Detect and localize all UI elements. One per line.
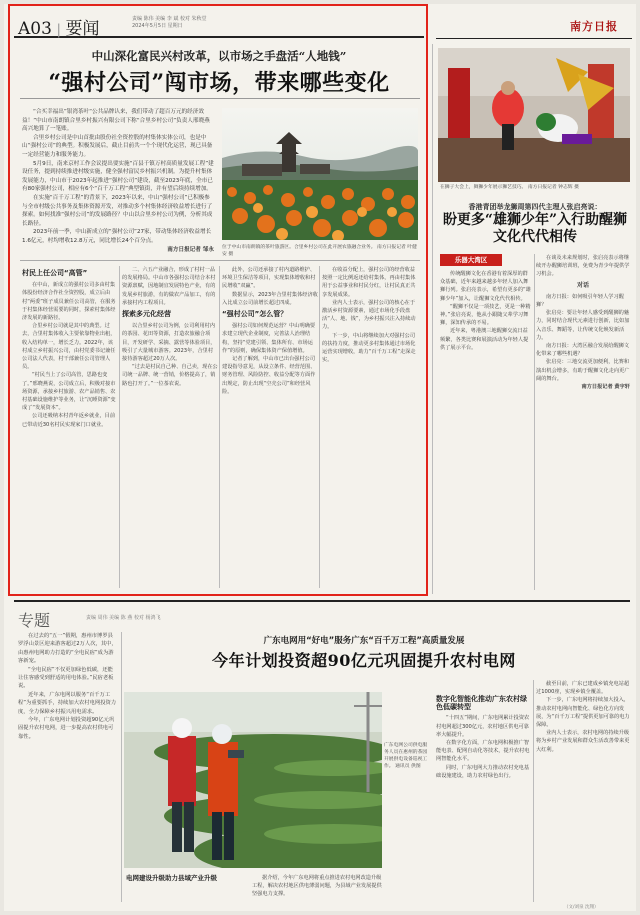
newspaper-page <box>4 4 636 911</box>
lead-headline: “强村公司”闯市场，带来哪些变化 <box>48 70 390 96</box>
lead-paragraph: “合买幸福出”银湾茶叶“公共品牌认来，我们带动了超百万元的经济效益！”中山市南朗镇合里乡村振兴有限公司下称“合里乡村公司”负责人邢晓燕高兴地算了一笔账。 <box>22 109 210 133</box>
flower-field-pavilion-image <box>222 108 418 240</box>
lower-footer: （文/刘泉 沈翔） <box>564 905 599 910</box>
body-paragraph: 在谈及未来规划时，张启亮表示将继续开办醒狮培训班，免费为青少年提供学习机会。 <box>536 255 630 278</box>
body-paragraph: 在中山，新成立的强村公司多由村集体股份经济合作社全资控股，成立后由村“两委”班子成员兼任公司高管，在服务于村集体经营需要的同时，探索村集体经济发展的新路径。 <box>22 282 116 322</box>
lead-paragraph: 合里乡村公司是中山首批由股份社全资控股的村集体实体公司，也是中山“强村公司”的典型。积极发展后，截止目前共一个个现代化运营，现已具备一定经营能力和服务能力。 <box>22 134 213 158</box>
body-column-3 <box>222 266 318 588</box>
lower-meta: 责编 周伟 美编 陈 燕 校对 杨鸿飞 <box>86 615 161 621</box>
body-paragraph: “村民当上了公司高管，思路也变了。”邢晓燕说，公司成立后，积极对接市场资源，承接乡村旅游、农产品销售、农村基础设施维护等业务，让“沉睡资源”变成了“发展资本”。 <box>22 372 116 412</box>
lower-subhead: 电网建设升级助力县域产业升级 <box>126 874 217 882</box>
lower-column-4 <box>536 680 630 902</box>
body-paragraph: 下一步，中山将继续加大对强村公司的扶持力度，推动更多村集体通过市场化运营实现增收，助力“百千万工程”走深走实。 <box>322 332 416 364</box>
body-column-1 <box>22 266 118 588</box>
body-paragraph: 以合里乡村公司为例，公司利用村内的茶园、花田等资源，打造农旅融合项目，开发研学、采摘、露营等体验项目，吸引了大量城市游客。2023年，合里村接待游客超过20万人次。 <box>122 323 216 363</box>
body-paragraph: 在数字化方面，广东电网积极推广智能电表、配网自动化等技术，提升农村电网智能化水平。 <box>436 740 530 763</box>
lead-byline: 南方日报记者 邹永 <box>167 246 214 253</box>
body-paragraph: 据介绍，今年广东电网将重点推进农村电网改造升级工程，解决农村地区供电薄弱问题，为县域产业发展提供坚强电力支撑。 <box>252 875 382 897</box>
lower-headline: 今年计划投资超90亿元巩固提升农村电网 <box>212 651 516 670</box>
body-paragraph: 南方日报：大湾区融合发展给醒狮文化带来了哪些机遇？ <box>536 343 630 358</box>
body-paragraph: 二、六五产业融合，形成了村村一品的发展格局。中山市各强村公司结合本村资源禀赋，因地制宜发展特色产业，有的发展乡村旅游，有的做农产品加工，有的承接村内工程项目。 <box>122 267 216 306</box>
body-paragraph: 业内人士表示，农村电网的持续升级将为乡村产业发展和群众生活改善带来更大红利。 <box>536 730 630 753</box>
column-tag: 乐器大湾区 <box>440 254 502 266</box>
lead-paragraphs <box>22 108 214 254</box>
body-paragraph: 在过去的“五一”假期，惠州市博罗县罗浮山景区迎来游客超过2万人次，其中，由惠州电网助力打造的“全电民宿”成为游客新宠。 <box>18 633 117 665</box>
lion-dance-photo <box>438 48 630 182</box>
body-paragraph: 今年，广东电网计划投资超90亿元巩固提升农村电网，进一步提高农村供电可靠性。 <box>18 717 115 740</box>
body-paragraph: 下一步，广东电网将持续加大投入，推动农村电网向智能化、绿色化方向发展，为“百千万工程”提供更加可靠的电力保障。 <box>536 697 630 729</box>
right-column-b <box>536 254 630 590</box>
newspaper-logo: 南方日报 <box>570 20 618 33</box>
right-column-a <box>440 270 532 590</box>
body-paragraph: 此外，公司还承接了村内道路维护、环境卫生保洁等项目，实现集体增收和村民增收“双赢”。 <box>222 267 316 290</box>
body-paragraph: 张启亮：三地交流更加便利，比赛和演出机会增多，有助于醒狮文化走向更广阔的舞台。 <box>536 359 630 382</box>
lower-column-3 <box>436 692 530 902</box>
dialogue-label: 对话 <box>576 281 589 289</box>
lower-section-rule <box>14 600 630 602</box>
lower-subhead: 数字化智能化推动广东农村绿色低碳转型 <box>436 695 527 712</box>
page-code: A03 | 要闻 <box>18 19 100 39</box>
column-rule <box>533 680 534 902</box>
lower-kicker: 广东电网用“好电”服务广东“百千万工程”高质量发展 <box>263 636 465 646</box>
lead-paragraph: 在实施“百千万工程”的背景下，2023年以来，中山“强村公司”已积极参与全市村级公共事务及集体资源开发，对推动多个村集体经济收益增长进行了探索。如何找准“强村公司”的发展路径？中山以合里乡村公司为例，分析其成长路径。 <box>22 194 213 227</box>
section-divider <box>20 260 420 261</box>
body-paragraph: 截至目前，广东已建成乡镇充电站超过1000座，实现乡镇全覆盖。 <box>536 681 630 696</box>
column-rule <box>319 266 320 588</box>
column-rule <box>432 44 433 594</box>
lower-section-label: 专题 <box>18 611 51 630</box>
column-rule <box>534 254 535 590</box>
body-paragraph: 同时，广东电网大力推动农村充电基础设施建设，助力农村绿色出行。 <box>436 764 530 779</box>
lower-column-1 <box>18 632 118 900</box>
power-grid-photo <box>124 692 382 868</box>
lead-kicker: 中山深化富民兴村改革，以市场之手盘活“人地钱” <box>91 49 347 63</box>
column-rule <box>121 632 122 902</box>
lion-dance-image <box>438 48 630 182</box>
power-grid-caption: 广东电网公司供电服务人员在惠州的茶园开展供电设备巡视工作。 通讯员 供图 <box>384 743 428 769</box>
lead-photo-caption: 位于中山市南朗镇的茶叶旅游区。合里乡村公司在此开展农旅融合业务。 南方日报记者 叶健安 摄 <box>222 245 417 257</box>
lion-dance-caption: 在狮子大会上，舞狮少年展示狮艺技巧。 南方日报记者 钟志辉 摄 <box>440 185 579 190</box>
body-paragraph: 强村公司如何规范运营？中山明确要求建立现代企业制度，完善法人治理结构，坚持“党建引领、集体所有、市场运作”的原则，确保集体资产保值增值。 <box>222 323 316 354</box>
body-paragraph: 南方日报：如何吸引年轻人学习醒狮？ <box>536 293 624 309</box>
right-headline: 盼更多“雄狮少年”入行助醒狮文化代代相传 <box>442 212 628 245</box>
body-paragraph: 公司还吸纳本村青年返乡就业，目前已带动近30名村民实现家门口就业。 <box>22 413 116 428</box>
right-byline: 南方日报记者 黄宇轩 <box>581 384 630 391</box>
section-subhead: “强村公司”怎么管？ <box>222 310 288 319</box>
body-paragraph: 业内人士表示，强村公司的核心在于激活乡村资源要素，通过市场化手段盘活“人、地、钱”，为乡村振兴注入持续动力。 <box>322 299 416 331</box>
lead-photo <box>222 108 418 240</box>
body-paragraph: 传统醒狮文化在香港有着深厚的群众基础，近年来越来越多年轻人加入舞狮行列。张启亮表示，希望有更多的“雄狮少年”加入，让醒狮文化代代相传。 <box>440 271 531 302</box>
body-paragraph: “十四五”期间，广东电网累计投资农村电网超过300亿元，农村地区供电可靠率大幅提升。 <box>436 715 530 738</box>
lower-column-2 <box>252 874 382 910</box>
section-subhead: 村民上任公司“高管” <box>22 269 88 277</box>
column-rule <box>219 266 220 588</box>
body-paragraph: “全电民宿”不仅更加绿色低碳，还能让住客感受到舒适的用电体验。”民宿老板说。 <box>18 666 114 690</box>
headline-rule <box>20 98 420 99</box>
header-meta: 责编 陈伟 美编 李 斌 校对 朱秋堂 2024年5月5日 星期日 <box>132 16 207 29</box>
page-header <box>14 12 424 38</box>
body-paragraph: 近年来，广东电网以服务“百千万工程”为重要抓手，持续加大农村电网投资力度，全力保障乡村振兴用电需求。 <box>18 691 117 715</box>
body-paragraph: 在收益分配上，强村公司的经营收益按照一定比例返还给村集体，再由村集体用于公益事业和村民分红，让村民真正共享发展成果。 <box>322 267 416 298</box>
body-paragraph: 近年来，粤港澳三地醒狮交流日益频繁，各类比赛和展演活动为年轻人提供了展示平台。 <box>440 328 529 351</box>
lead-paragraph: 5月9日，南来京村工作会议提出要实施“百县千镇万村高质量发展工程”建设任务，提到持续推进村级实施，健全强村富民乡村振兴机制。为提升村集体发展能力，中山市于2023年起推进“强村公司”建设，截至2023年底，全市已有80家强村公司，相应有6个“百千万工程”典型镇街，并有望后续持续增加。 <box>22 160 214 193</box>
body-paragraph: 张启亮：要让年轻人感受到醒狮的魅力，同时结合现代元素进行创新，比如加入音乐、舞蹈等，让传统文化焕发新活力。 <box>536 310 630 341</box>
body-paragraph: 合里乡村公司就是其中的典型。过去，合里村集体收入主要依靠物业出租，收入结构单一，增长乏力。2022年，该村成立乡村振兴公司，由村党委书记兼任公司法人代表，村干部兼任公司管理人员。 <box>22 323 116 371</box>
section-subhead: 探索多元化经营 <box>122 310 171 319</box>
tea-garden-workers-image <box>124 692 382 868</box>
body-column-4 <box>322 266 418 588</box>
right-kicker: 香港青团举龙狮周第四代主理人张启亮说： <box>468 203 602 211</box>
lead-paragraph: 2023年前一季，中山新成立的“强村公司”27家，带动集体经济收益增长1.6亿元，村均增收12.8万元，同比增长24个百分点。 <box>22 229 212 244</box>
body-column-2 <box>122 266 218 588</box>
body-paragraph: 数据显示，2023年合里村集体经济收入比成立公司前增长超过四成。 <box>222 291 318 306</box>
body-paragraph: “醒狮不仅是一项技艺，更是一种精神。”张启亮说，他从小跟随父辈学习舞狮，深知传承的不易。 <box>440 303 531 327</box>
body-paragraph: 记者了解到，中山市已出台强村公司建设指导意见，从设立条件、经营范围、财务管理、风险防控、收益分配等方面作出规定，防止出现“空壳公司”和经营风险。 <box>222 356 316 395</box>
right-header-rule <box>436 38 632 39</box>
body-paragraph: “过去是村民自己种、自己卖，现在公司统一品牌、统一营销，价格提高了，销路也打开了。”一位茶农说。 <box>122 364 218 387</box>
column-rule <box>119 266 120 588</box>
